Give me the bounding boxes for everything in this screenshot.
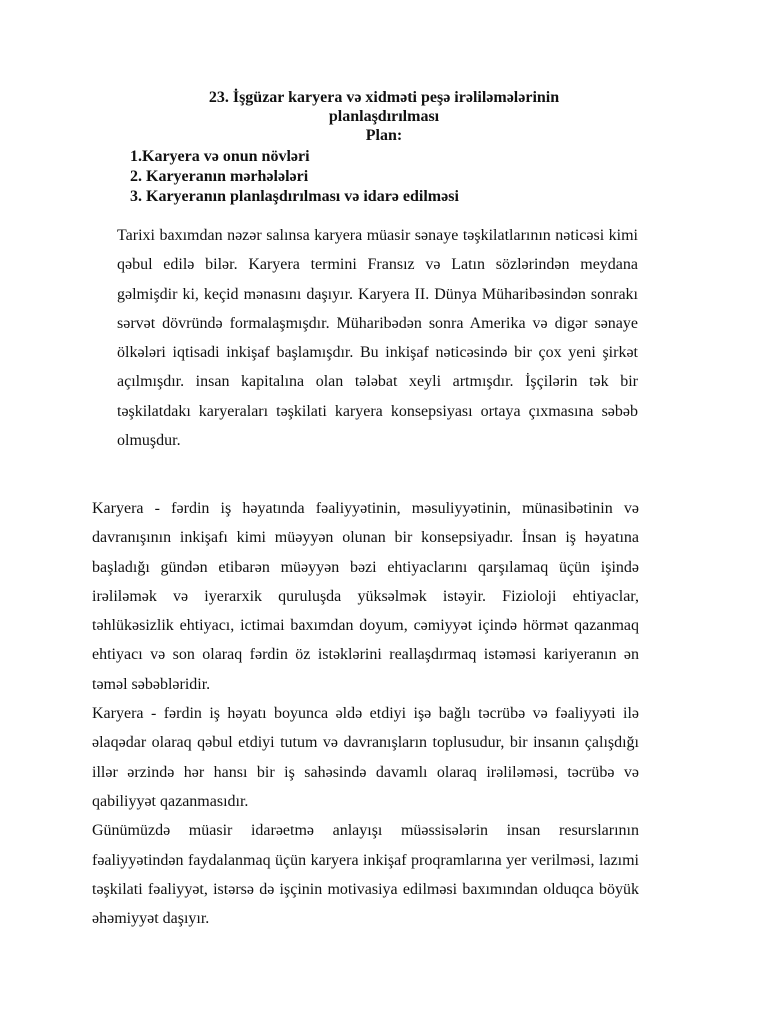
plan-item: 1.Karyera və onun növləri: [130, 148, 310, 165]
title-line-2: planlaşdırılması: [328, 108, 440, 125]
paragraph: Karyera - fərdin iş həyatı boyunca əldə etdiyi işə bağlı təcrübə və fəaliyyəti ilə əlaqədar olaraq qəbul etdiyi tutum və davranışların toplusudur, bir insanın çalışdığı illər ərzində hər hansı bir iş sahəsində davamlı olaraq irəliləməsi, təcrübə və qabiliyyət qazanmasıdır.: [92, 705, 639, 810]
plan-label: Plan:: [365, 127, 403, 144]
plan-item: 2. Karyeranın mərhələləri: [130, 168, 309, 185]
title-line-1: 23. İşgüzar karyera və xidməti peşə irəliləmələrinin: [208, 89, 560, 106]
document-title: [0, 88, 768, 145]
intro-paragraph: Tarixi baxımdan nəzər salınsa karyera müasir sənaye təşkilatlarının nəticəsi kimi qəbul edilə bilər. Karyera termini Fransız və Latın sözlərindən meydana gəlmişdir ki, keçid mənasını daşıyır. Karyera II. Dünya Müharibəsindən sonrakı sərvət dövründə formalaşmışdır. Müharibədən sonra Amerika və digər sənaye ölkələri iqtisadi inkişaf başlamışdır. Bu inkişaf nəticəsində bir çox yeni şirkət açılmışdır. insan kapitalına olan tələbat xeyli artmışdır. İşçilərin tək bir təşkilatdakı karyeraları təşkilati karyera konsepsiyası ortaya çıxmasına səbəb olmuşdur.: [117, 227, 638, 450]
paragraph: Günümüzdə müasir idarəetmə anlayışı müəssisələrin insan resurslarının fəaliyyətindən faydalanmaq üçün karyera inkişaf proqramlarına yer verilməsi, lazımi təşkilati fəaliyyət, istərsə də işçinin motivasiya edilməsi baxımından olduqca böyük əhəmiyyət daşıyır.: [92, 822, 639, 928]
plan-item: 3. Karyeranın planlaşdırılması və idarə edilməsi: [130, 188, 459, 205]
paragraph: Karyera - fərdin iş həyatında fəaliyyətinin, məsuliyyətinin, münasibətinin və davranışının inkişafı kimi müəyyən olunan bir konsepsiyadır. İnsan iş həyatına başladığı gündən etibarən müəyyən bəzi ehtiyaclarını qarşılamaq üçün işində irəliləmək və iyerarxik quruluşda yüksəlmək istəyir. Fizioloji ehtiyaclar, təhlükəsizlik ehtiyacı, ictimai baxımdan doyum, cəmiyyət içində hörmət qazanmaq ehtiyacı və son olaraq fərdin öz istəklərini reallaşdırmaq istəməsi kariyeranın ən təməl səbəbləridir.: [92, 500, 639, 693]
body-text: [92, 494, 639, 933]
plan-list: [130, 147, 459, 207]
